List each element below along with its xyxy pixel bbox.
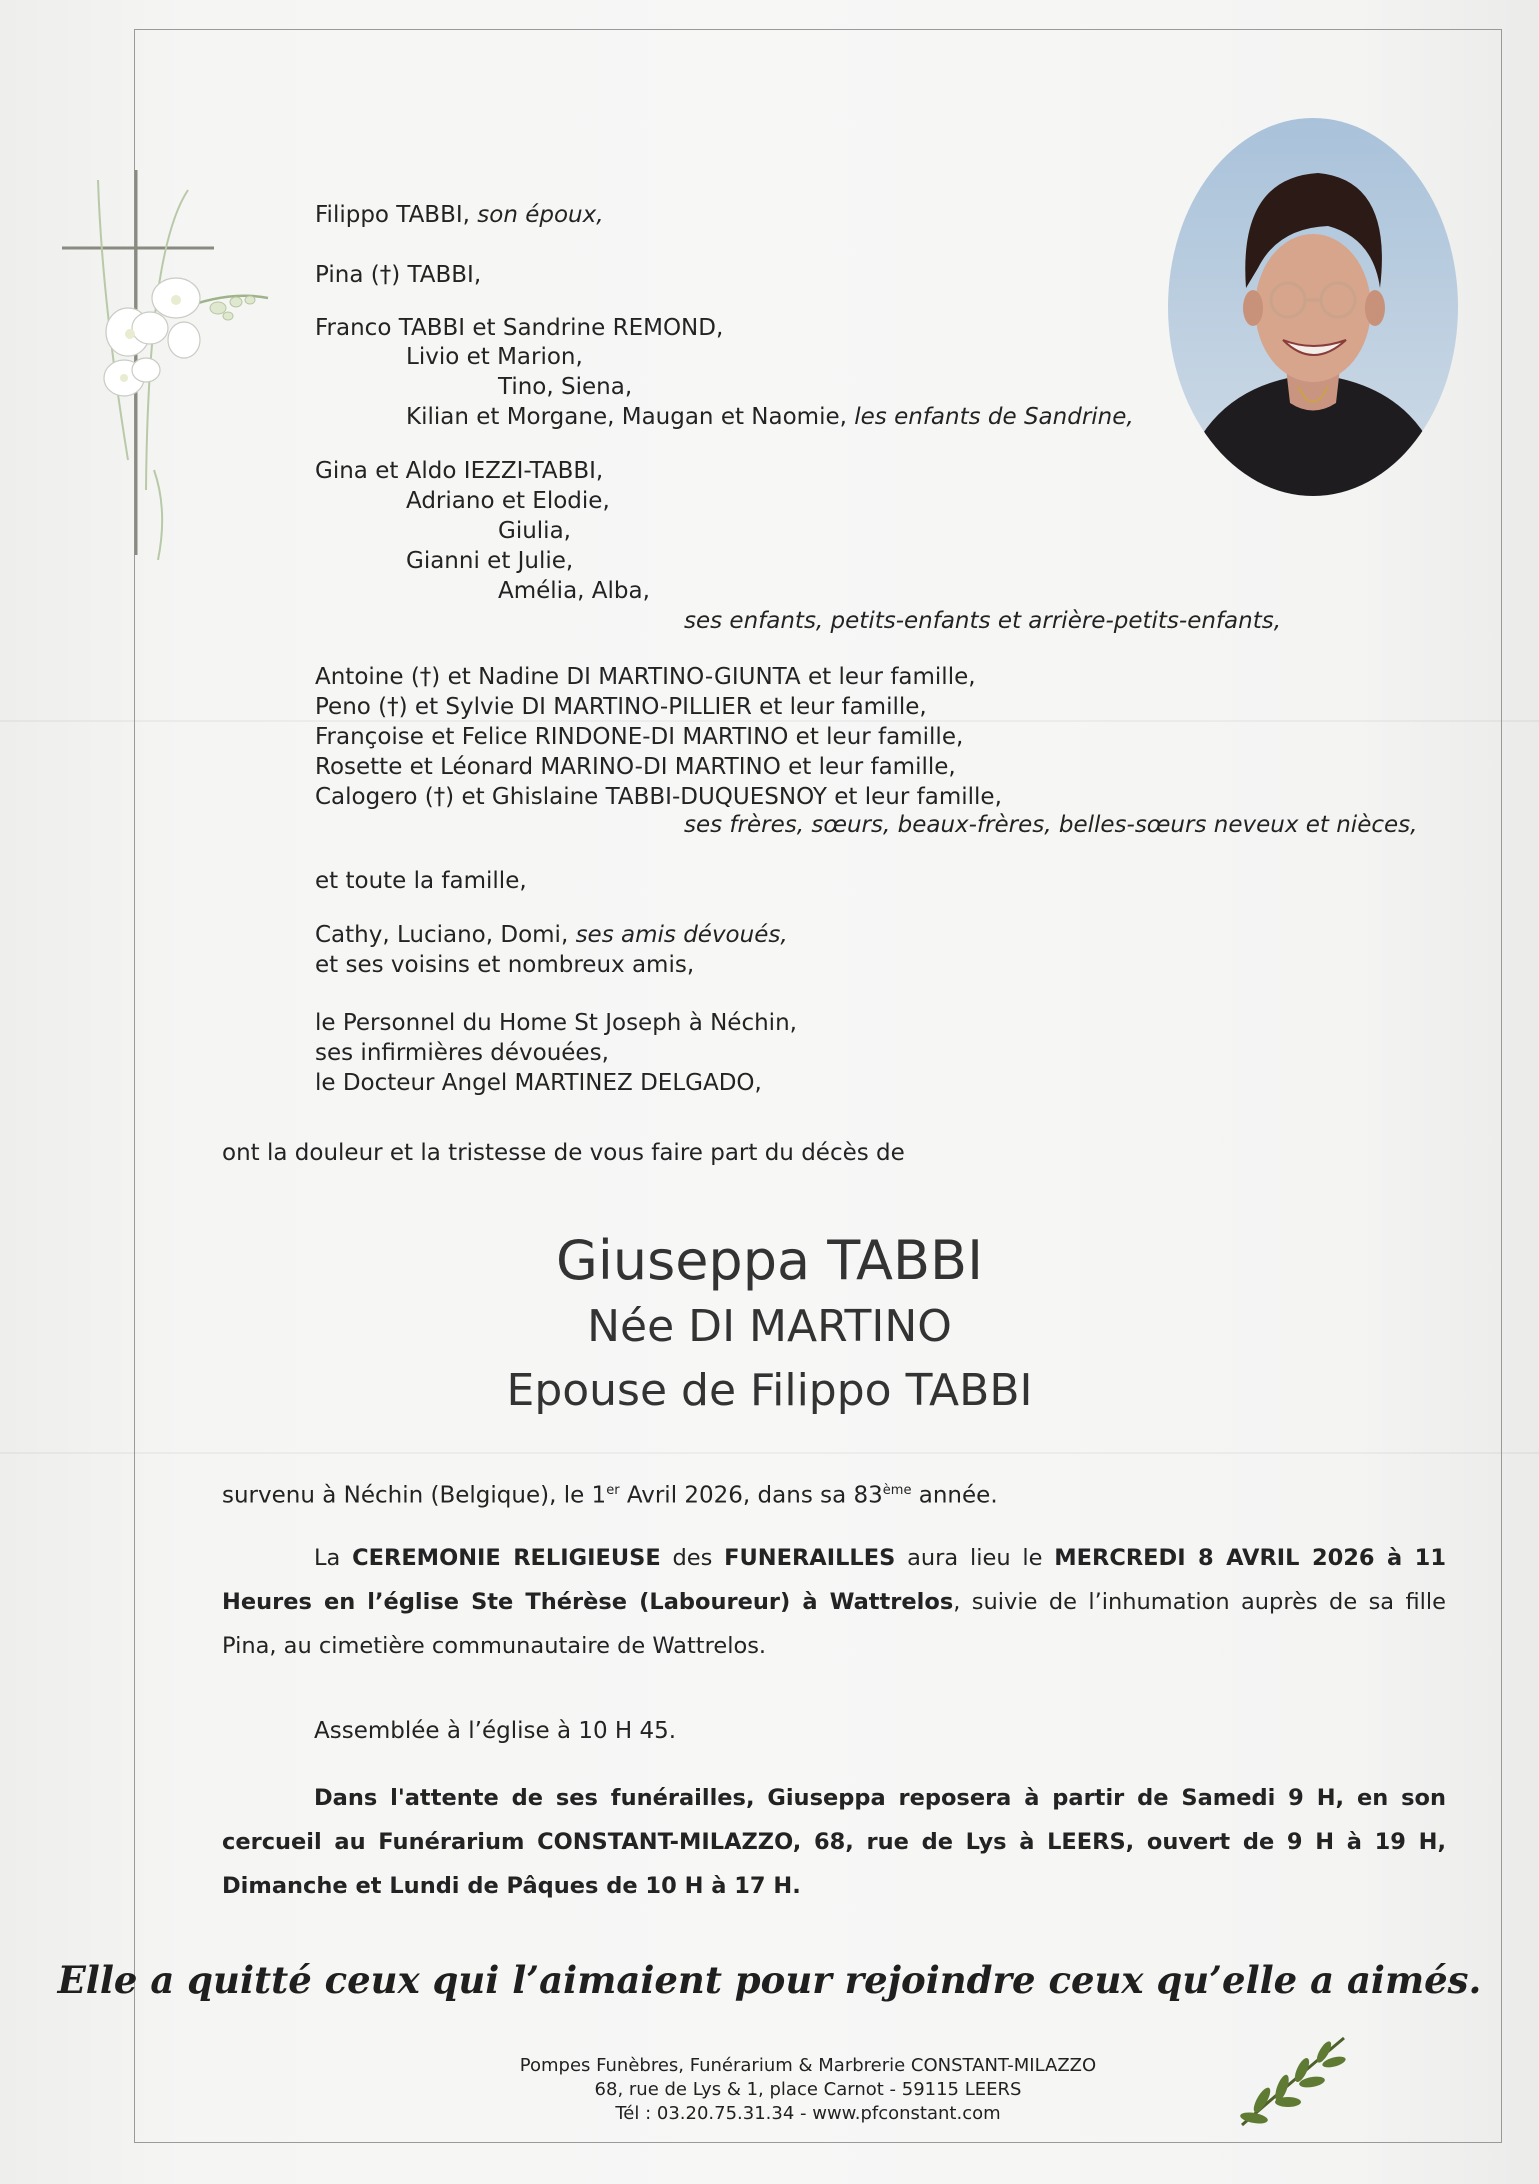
family-line: Adriano et Elodie, [406, 488, 610, 514]
portrait-photo [1168, 118, 1458, 496]
family-line: Franco TABBI et Sandrine REMOND, [315, 315, 724, 341]
family-line: Giulia, [498, 518, 571, 544]
sibling-line: Calogero (†) et Ghislaine TABBI-DUQUESNOY et leur famille, [315, 784, 1002, 810]
care-line: le Docteur Angel MARTINEZ DELGADO, [315, 1070, 762, 1096]
family-line: Gianni et Julie, [406, 548, 574, 574]
family-line: Amélia, Alba, [498, 578, 650, 604]
footer-line: Pompes Funèbres, Funérarium & Marbrerie CONSTANT-MILAZZO [519, 2055, 1097, 2076]
whole-family-line: et toute la famille, [315, 868, 527, 894]
cross-orchid-icon [58, 160, 278, 560]
ceremony-paragraph: La CEREMONIE RELIGIEUSE des FUNERAILLES aura lieu le MERCREDI 8 AVRIL 2026 à 11 Heures en l’église Ste Thérèse (Laboureur) à Wattrelos, suivie de l’inhumation auprès de sa fille Pina, au cimetière communautaire de Wattrelos. [222, 1545, 1447, 1659]
announcement-line: ont la douleur et la tristesse de vous faire part du décès de [222, 1140, 905, 1166]
sibling-line: Antoine (†) et Nadine DI MARTINO-GIUNTA et leur famille, [315, 664, 976, 690]
deceased-name: Giuseppa TABBI [556, 1229, 983, 1292]
spouse-of-line: Epouse de Filippo TABBI [506, 1365, 1033, 1416]
death-line: survenu à Néchin (Belgique), le 1er Avril 2026, dans sa 83ème année. [222, 1482, 998, 1509]
care-line: le Personnel du Home St Joseph à Néchin, [315, 1010, 797, 1036]
daughter-line: Pina (†) TABBI, [315, 262, 482, 288]
family-line: Tino, Siena, [498, 374, 633, 400]
family-note: ses enfants, petits-enfants et arrière-petits-enfants, [684, 608, 1282, 634]
assembly-line: Assemblée à l’église à 10 H 45. [314, 1718, 677, 1744]
visitation-paragraph: Dans l'attente de ses funérailles, Giuseppa reposera à partir de Samedi 9 H, en son cercueil au Funérarium CONSTANT-MILAZZO, 68, rue de Lys à LEERS, ouvert de 9 H à 19 H, Dimanche et Lundi de Pâques de 10 H à 17 H. [222, 1785, 1446, 1899]
family-line: Gina et Aldo IEZZI-TABBI, [315, 458, 604, 484]
sibling-line: Rosette et Léonard MARINO-DI MARTINO et leur famille, [315, 754, 956, 780]
footer-line: Tél : 03.20.75.31.34 - www.pfconstant.com [615, 2103, 1001, 2124]
sibling-line: Peno (†) et Sylvie DI MARTINO-PILLIER et leur famille, [315, 694, 927, 720]
footer-line: 68, rue de Lys & 1, place Carnot - 59115 LEERS [594, 2079, 1022, 2100]
care-line: ses infirmières dévouées, [315, 1040, 609, 1066]
olive-branch-icon [1232, 2030, 1352, 2130]
sibling-line: Françoise et Felice RINDONE-DI MARTINO et leur famille, [315, 724, 964, 750]
maiden-name: Née DI MARTINO [587, 1301, 952, 1352]
family-note: ses frères, sœurs, beaux-frères, belles-sœurs neveux et nièces, [684, 812, 1418, 838]
family-line: Kilian et Morgane, Maugan et Naomie, les enfants de Sandrine, [406, 404, 1134, 430]
family-line: Livio et Marion, [406, 344, 583, 370]
friends-line: Cathy, Luciano, Domi, ses amis dévoués, [315, 922, 788, 948]
spouse-line: Filippo TABBI, son époux, [315, 202, 604, 228]
friends-line: et ses voisins et nombreux amis, [315, 952, 695, 978]
closing-quote: Elle a quitté ceux qui l’aimaient pour rejoindre ceux qu’elle a aimés. [57, 1958, 1482, 2002]
